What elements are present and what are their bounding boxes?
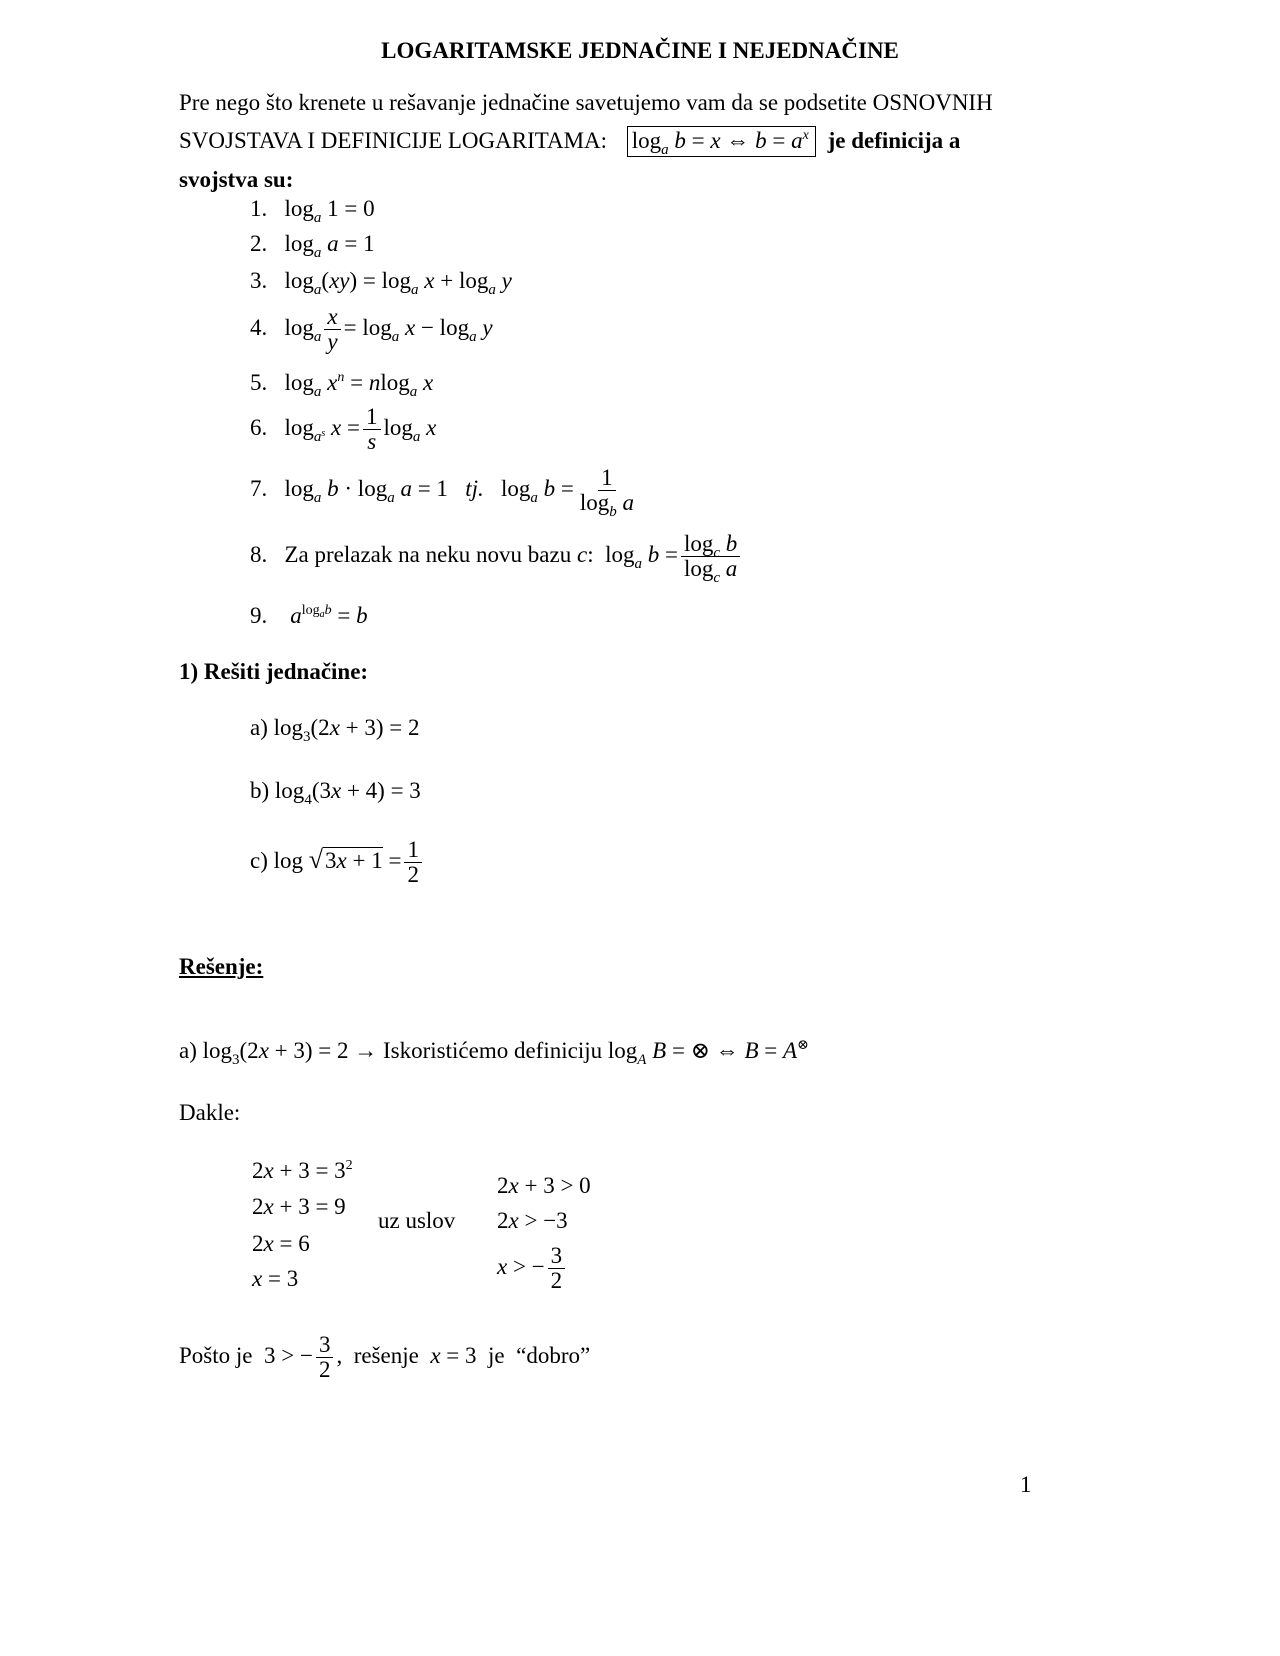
equation-a: a) $\log_3(2x + 3) = 2$ <box>250 715 420 745</box>
property-number: 5. <box>250 370 268 395</box>
step-1: $2x + 3 = 3^2$ <box>252 1158 353 1183</box>
intro-line-1: Pre nego što krenete u rešavanje jednačine savetujemo vam da se podsetite OSNOVNIH <box>179 90 993 115</box>
step-4: x = 3 <box>252 1266 299 1291</box>
solution-a-text: Iskoristićemo definiciju <box>383 1038 603 1063</box>
property-number: 4. <box>250 314 268 340</box>
property-number: 1. <box>250 196 268 221</box>
equation-b: b) $\log_4(3x + 4) = 3$ <box>250 778 421 808</box>
uz-uslov-label: uz uslov <box>378 1208 456 1233</box>
conclusion-dobro: “dobro” <box>516 1342 591 1368</box>
solution-a-label: a) <box>179 1038 197 1063</box>
property-number: 7. <box>250 475 268 501</box>
page-number: 1 <box>1020 1472 1032 1497</box>
step-2: 2x + 3 = 9 <box>252 1194 346 1219</box>
page-title: LOGARITAMSKE JEDNAČINE I NEJEDNAČINE <box>381 38 899 63</box>
equation-label: c) <box>250 847 268 873</box>
property-5: 5. $\log_a x^n = nlog_a$ x <box>250 370 434 400</box>
property-8-text: Za prelazak na neku novu bazu <box>284 541 572 567</box>
property-3: 3. $\log_a(xy) = \log_a x + \log_a y$ <box>250 268 512 298</box>
property-8: 8. Za prelazak na neku novu bazu c: $\log_a b$ = $\frac{\log_c b}{\log_c a}$ <box>250 532 743 581</box>
intro-line-2-text: SVOJSTAVA I DEFINICIJE LOGARITAMA: <box>179 128 608 153</box>
property-8-base: c <box>576 541 588 567</box>
conclusion-resenje: rešenje <box>353 1342 419 1368</box>
equation-label: a) <box>250 715 268 740</box>
property-4: 4. $\log_a$ $\frac{x}{y}$ = $\log_a x - \log_a y$ <box>250 304 493 355</box>
property-6: 6. $\log_{a^s} x$ = $\frac{1}{s}$ $\log_a x$ <box>250 404 437 455</box>
conclusion-je: je <box>488 1342 505 1368</box>
condition-3: x > − $\frac{3}{2}$ <box>497 1244 568 1293</box>
solution-heading: Rešenje: <box>179 954 264 979</box>
property-number: 9. <box>250 603 268 628</box>
condition-2: 2x > −3 <box>497 1208 568 1233</box>
tj-label: tj. <box>465 475 484 501</box>
property-1: 1. $\log_a 1 = 0$ <box>250 196 375 226</box>
property-9: 9. $a^{log_ab} = b$ <box>250 603 368 628</box>
property-7: 7. $\log_a b \cdot \log_a a = 1$ tj. $\log_a b$ = $\frac{1}{\log_b a}$ <box>250 465 634 521</box>
property-2: 2. $\log_a a = 1$ <box>250 231 375 261</box>
property-number: 8. <box>250 541 268 567</box>
section-1-heading: 1) Rešiti jednačine: <box>179 659 369 684</box>
equation-c: c) log √3x + 1 = $\frac{1}{2}$ <box>250 838 425 887</box>
property-number: 3. <box>250 268 268 293</box>
intro-line-2 <box>179 128 961 158</box>
property-number: 2. <box>250 231 268 256</box>
dakle-label: Dakle: <box>179 1100 241 1125</box>
equation-label: b) <box>250 778 270 803</box>
condition-1: 2x + 3 > 0 <box>497 1173 591 1198</box>
solution-a-line: a) $\log_3(2x + 3) = 2$ → Iskoristićemo definiciju $\log_A B$ = ⊗ ⇔ B = A⊗ <box>179 1038 809 1068</box>
conclusion-line: Pošto je 3 > − $\frac{3}{2}$ , rešenje x = 3 je “dobro” <box>179 1332 591 1383</box>
intro-line-3: svojstva su: <box>179 167 294 192</box>
definition-tail: je definicija a <box>827 128 961 153</box>
step-3: 2x = 6 <box>252 1231 310 1256</box>
property-number: 6. <box>250 414 268 440</box>
conclusion-text: Pošto je <box>179 1342 253 1368</box>
definition-box: $\log_a b = x$ ⇔ $b = a^x$ <box>627 126 816 157</box>
